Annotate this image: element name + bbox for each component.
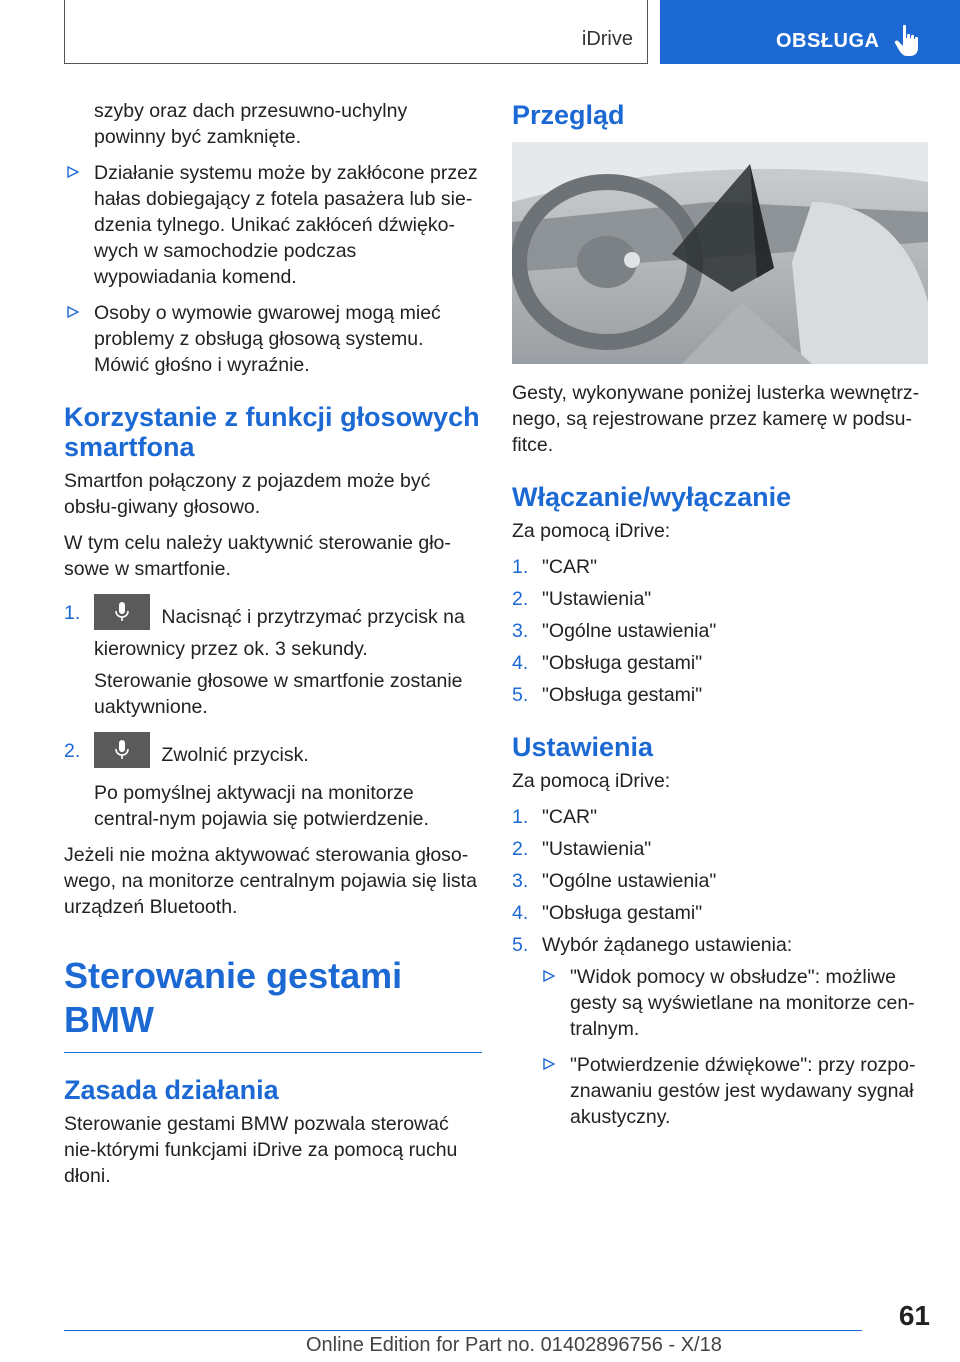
list-number: 1. (512, 806, 529, 828)
step-result: Sterowanie głosowe w smartfonie zostanie uaktywnione. (94, 670, 463, 718)
list-number: 4. (512, 652, 529, 674)
continuation-paragraph: szyby oraz dach przesuwno-uchylny powinny być zamknięte. (94, 100, 408, 148)
step-text: Zwolnić przycisk. (161, 744, 309, 767)
heading-principle: Zasada działania (64, 1075, 279, 1105)
list-text: "Obsługa gestami" (542, 902, 703, 924)
header-section-title: iDrive (581, 28, 633, 50)
microphone-icon (113, 739, 131, 761)
list-text: Wybór żądanego ustawienia: (542, 934, 793, 956)
triangle-bullet-icon (543, 970, 555, 982)
list-item (512, 650, 932, 676)
list-text: "Ogólne ustawienia" (542, 870, 717, 892)
voice-button (94, 594, 150, 630)
step-number: 1. (64, 602, 81, 624)
sub-bullet-text: "Widok pomocy w obsłudze": możliwe gesty są wyświetlane na monitorze cen-tralnym. (570, 966, 915, 1040)
paragraph: Sterowanie gestami BMW pozwala sterować nie-którymi funkcjami iDrive za pomocą ruchu dłoni. (64, 1113, 458, 1187)
list-number: 5. (512, 934, 529, 956)
list-text: "Obsługa gestami" (542, 684, 703, 706)
heading-smartphone-voice: Korzystanie z funkcji głosowych smartfona (64, 402, 480, 462)
car-interior-gesture-image (512, 142, 928, 364)
list-text: "Ogólne ustawienia" (542, 620, 717, 642)
bullet-item (64, 160, 482, 290)
list-text: "Ustawienia" (542, 588, 652, 610)
list-item (512, 868, 932, 894)
chapter-heading: Sterowanie gestami BMW (64, 954, 482, 1053)
list-item (512, 682, 932, 708)
list-number: 3. (512, 870, 529, 892)
list-number: 2. (512, 588, 529, 610)
list-text: "Obsługa gestami" (542, 652, 703, 674)
paragraph: W tym celu należy uaktywnić sterowanie gło-sowe w smartfonie. (64, 532, 451, 580)
heading-on-off: Włączanie/wyłączanie (512, 482, 792, 512)
sub-bullet-item (512, 964, 932, 1042)
right-column (512, 98, 932, 1140)
list-item (512, 900, 932, 926)
list-item (512, 804, 932, 830)
list-text: "Ustawienia" (542, 838, 652, 860)
pointing-hand-icon (894, 24, 922, 58)
list-number: 5. (512, 684, 529, 706)
paragraph: Jeżeli nie można aktywować sterowania głoso-wego, na monitorze centralnym pojawia się lista urządzeń Bluetooth. (64, 844, 477, 918)
voice-button (94, 732, 150, 768)
triangle-bullet-icon (67, 306, 79, 318)
footer-edition: Online Edition for Part no. 01402896756 - X/18 (306, 1334, 722, 1356)
list-number: 2. (512, 838, 529, 860)
list-number: 1. (512, 556, 529, 578)
list-item (512, 554, 932, 580)
heading-settings: Ustawienia (512, 732, 654, 762)
list-text: "CAR" (542, 806, 598, 828)
page-number: 61 (898, 1300, 930, 1331)
header-box (64, 0, 648, 64)
step-item (64, 738, 482, 774)
list-item (512, 836, 932, 862)
microphone-icon (113, 601, 131, 623)
triangle-bullet-icon (543, 1058, 555, 1070)
paragraph: Za pomocą iDrive: (512, 520, 671, 542)
sub-bullet-text: "Potwierdzenie dźwiękowe": przy rozpo-znawaniu gestów jest wydawany sygnał akustyczny. (570, 1054, 916, 1128)
step-text: Nacisnąć i przytrzymać przycisk na kierownicy przez ok. 3 sekundy. (94, 606, 465, 660)
list-item (512, 586, 932, 612)
header-tab[interactable] (660, 0, 960, 64)
list-item (512, 932, 932, 958)
list-number: 3. (512, 620, 529, 642)
step-item (64, 600, 482, 662)
footer-divider (64, 1330, 862, 1331)
header-tab-label: OBSŁUGA (776, 30, 880, 52)
sub-bullet-item (512, 1052, 932, 1130)
list-text: "CAR" (542, 556, 598, 578)
bullet-text: Osoby o wymowie gwarowej mogą mieć problemy z obsługą głosową systemu. Mówić głośno i wyraźnie. (94, 302, 441, 376)
bullet-item (64, 300, 482, 378)
image-caption: Gesty, wykonywane poniżej lusterka wewnętrz-nego, są rejestrowane przez kamerę w podsu-fitce. (512, 382, 920, 456)
step-result: Po pomyślnej aktywacji na monitorze central-nym pojawia się potwierdzenie. (94, 782, 429, 830)
list-number: 4. (512, 902, 529, 924)
bullet-text: Działanie systemu może by zakłócone przez hałas dobiegający z fotela pasażera lub sie-dzenia tylnego. Unikać zakłóceń dźwięko-wych w samochodzie podczas wypowiadania komend. (94, 162, 478, 288)
paragraph: Smartfon połączony z pojazdem może być obsłu-giwany głosowo. (64, 470, 431, 518)
paragraph: Za pomocą iDrive: (512, 770, 671, 792)
step-number: 2. (64, 740, 81, 762)
heading-overview: Przegląd (512, 100, 625, 130)
left-column (64, 98, 482, 1199)
list-item (512, 618, 932, 644)
triangle-bullet-icon (67, 166, 79, 178)
